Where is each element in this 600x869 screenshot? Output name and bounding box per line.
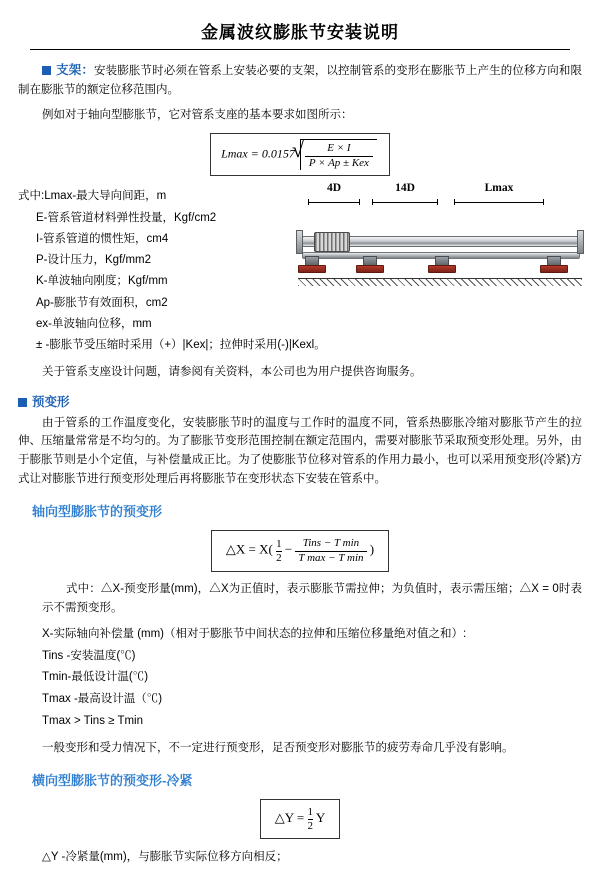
lmax-formula-box [210, 133, 390, 177]
legend-item: Ap-膨胀节有效面积，cm2 [36, 296, 168, 309]
support-guide-3 [540, 256, 566, 272]
lmax-formula-container [18, 133, 582, 177]
dimension-line-4d [308, 199, 360, 205]
support-guide-2 [428, 256, 454, 272]
axial-formula-half [276, 538, 282, 564]
bracket-heading: 支架： [56, 63, 94, 77]
pipe-end-cap-right [577, 230, 584, 254]
lmax-fraction-denominator: P × Ap ± Kex [308, 156, 369, 169]
axial-formula-note: 式中：△X-预变形量(mm)，△X为正值时，表示膨胀节需拉伸；为负值时，表示需压缩；△X = 0时表示不需预变形。 [42, 582, 582, 614]
axial-formula-container [18, 530, 582, 571]
bracket-paragraph-1: 安装膨胀节时必须在管系上安装必要的支架，以控制管系的变形在膨胀节上产生的位移方向和限制在膨胀节的额定位移范围内。 [18, 65, 582, 96]
lmax-fraction-numerator: √ E × I [305, 142, 373, 157]
dimension-label-lmax: Lmax [484, 182, 514, 194]
axial-definition-item: Tins -安装温度(℃) [42, 649, 136, 662]
legend-item: 式中:Lmax-最大导向间距，m [18, 190, 167, 203]
lateral-formula-note: △Y -冷紧量(mm)，与膨胀节实际位移方向相反； [42, 851, 288, 864]
page-title: 金属波纹膨胀节安装说明 [201, 23, 399, 42]
legend-item: P-设计压力，Kgf/mm2 [36, 254, 152, 267]
lateral-formula-box [260, 799, 340, 839]
dimension-label-14d: 14D [395, 182, 415, 194]
axial-formula-rhs: ) [369, 542, 375, 558]
dimension-label-4d: 4D [326, 182, 342, 194]
lateral-predeform-subheading: 横向型膨胀节的预变形-冷紧 [32, 772, 193, 788]
blue-square-bullet-icon [18, 398, 27, 407]
lateral-formula-rhs: Y [315, 810, 326, 825]
legend-item: ± -膨胀节受压缩时采用（+）|Kex|；拉伸时采用(-)|Kexl。 [36, 339, 326, 352]
axial-tail-paragraph: 一般变形和受力情况下，不一定进行预变形，足否预变形对膨胀节的疲劳寿命几乎没有影响。 [42, 741, 514, 754]
half-denominator: 2 [276, 551, 282, 564]
axial-formula-minus: − [284, 542, 293, 558]
axial-formula-fraction [295, 537, 366, 564]
legend-item: I-管系管道的惯性矩，cm4 [36, 232, 169, 245]
predeform-section-heading [18, 392, 582, 410]
legend-item: ex-单波轴向位移，mm [36, 318, 152, 330]
ground-hatching [298, 278, 582, 286]
title-divider [30, 49, 570, 50]
blue-square-bullet-icon [42, 66, 51, 75]
predeform-heading-text: 预变形 [32, 394, 70, 409]
axial-definition-item: Tmax > Tins ≥ Tmin [42, 715, 143, 728]
bracket-paragraph-2: 例如对于轴向型膨胀节，它对管系支座的基本要求如图所示： [42, 108, 353, 121]
lmax-fraction [305, 142, 373, 171]
axial-formula-box [211, 530, 389, 571]
axial-definition-item: Tmax -最高设计温（℃) [42, 693, 163, 706]
half-denominator: 2 [307, 819, 314, 832]
half-numerator: 1 [307, 805, 314, 818]
legend-item: E-管系管道材料弹性投量，Kgf/cm2 [36, 211, 217, 224]
diagram-dimension-labels [294, 182, 584, 204]
axial-definition-item: X-实际轴向补偿量 (mm)（相对于膨胀节中间状态的拉伸和压缩位移量绝对值之和）: [42, 627, 467, 640]
lateral-formula-container [18, 799, 582, 839]
axial-definition-item: Tmin-最低设计温(℃) [42, 671, 149, 684]
fraction-denominator: T max − T min [298, 551, 364, 564]
lmax-formula-lhs: Lmax = 0.0157 [221, 146, 295, 161]
lateral-formula-half [308, 806, 314, 832]
legend-item: K-单波轴向刚度；Kgf/mm [36, 275, 168, 288]
pipe-support-diagram [294, 182, 584, 302]
bellows-expansion-joint [314, 232, 350, 252]
pipe-end-cap-left [296, 230, 303, 254]
dimension-line-lmax [454, 199, 544, 205]
bracket-intro-paragraph [18, 60, 582, 100]
support-anchor [298, 256, 324, 272]
support-guide-1 [356, 256, 382, 272]
axial-predeform-subheading: 轴向型膨胀节的预变形 [32, 504, 163, 520]
lateral-formula-lhs: △Y = [274, 810, 305, 825]
predeform-paragraph-1: 由于管系的工作温度变化，安装膨胀节时的温度与工作时的温度不同，管系热膨胀冷缩对膨胀节产生的拉伸、压缩量常常是不均匀的。为了膨胀节变形范围控制在额定范围内，需要对膨胀节采取预变形处理。另外，由于膨胀节则是小个定值，与补偿量成正比。为了使膨胀节位移对管系的作用力最小，也可以采用预变形(冷紧)方式让对膨胀节进行预变形处理后再将膨胀节在变形状态下安装在管系中。 [18, 416, 582, 486]
pipe-illustration [294, 208, 584, 300]
half-numerator: 1 [276, 537, 282, 550]
axial-formula-lhs: △X = X( [225, 542, 273, 558]
dimension-line-14d [372, 199, 438, 205]
fraction-numerator: Tins − T min [295, 537, 366, 551]
sqrt-symbol-icon [300, 139, 377, 171]
bracket-paragraph-3: 关于管系支座设计问题，请参阅有关资料，本公司也为用户提供咨询服务。 [42, 365, 422, 378]
